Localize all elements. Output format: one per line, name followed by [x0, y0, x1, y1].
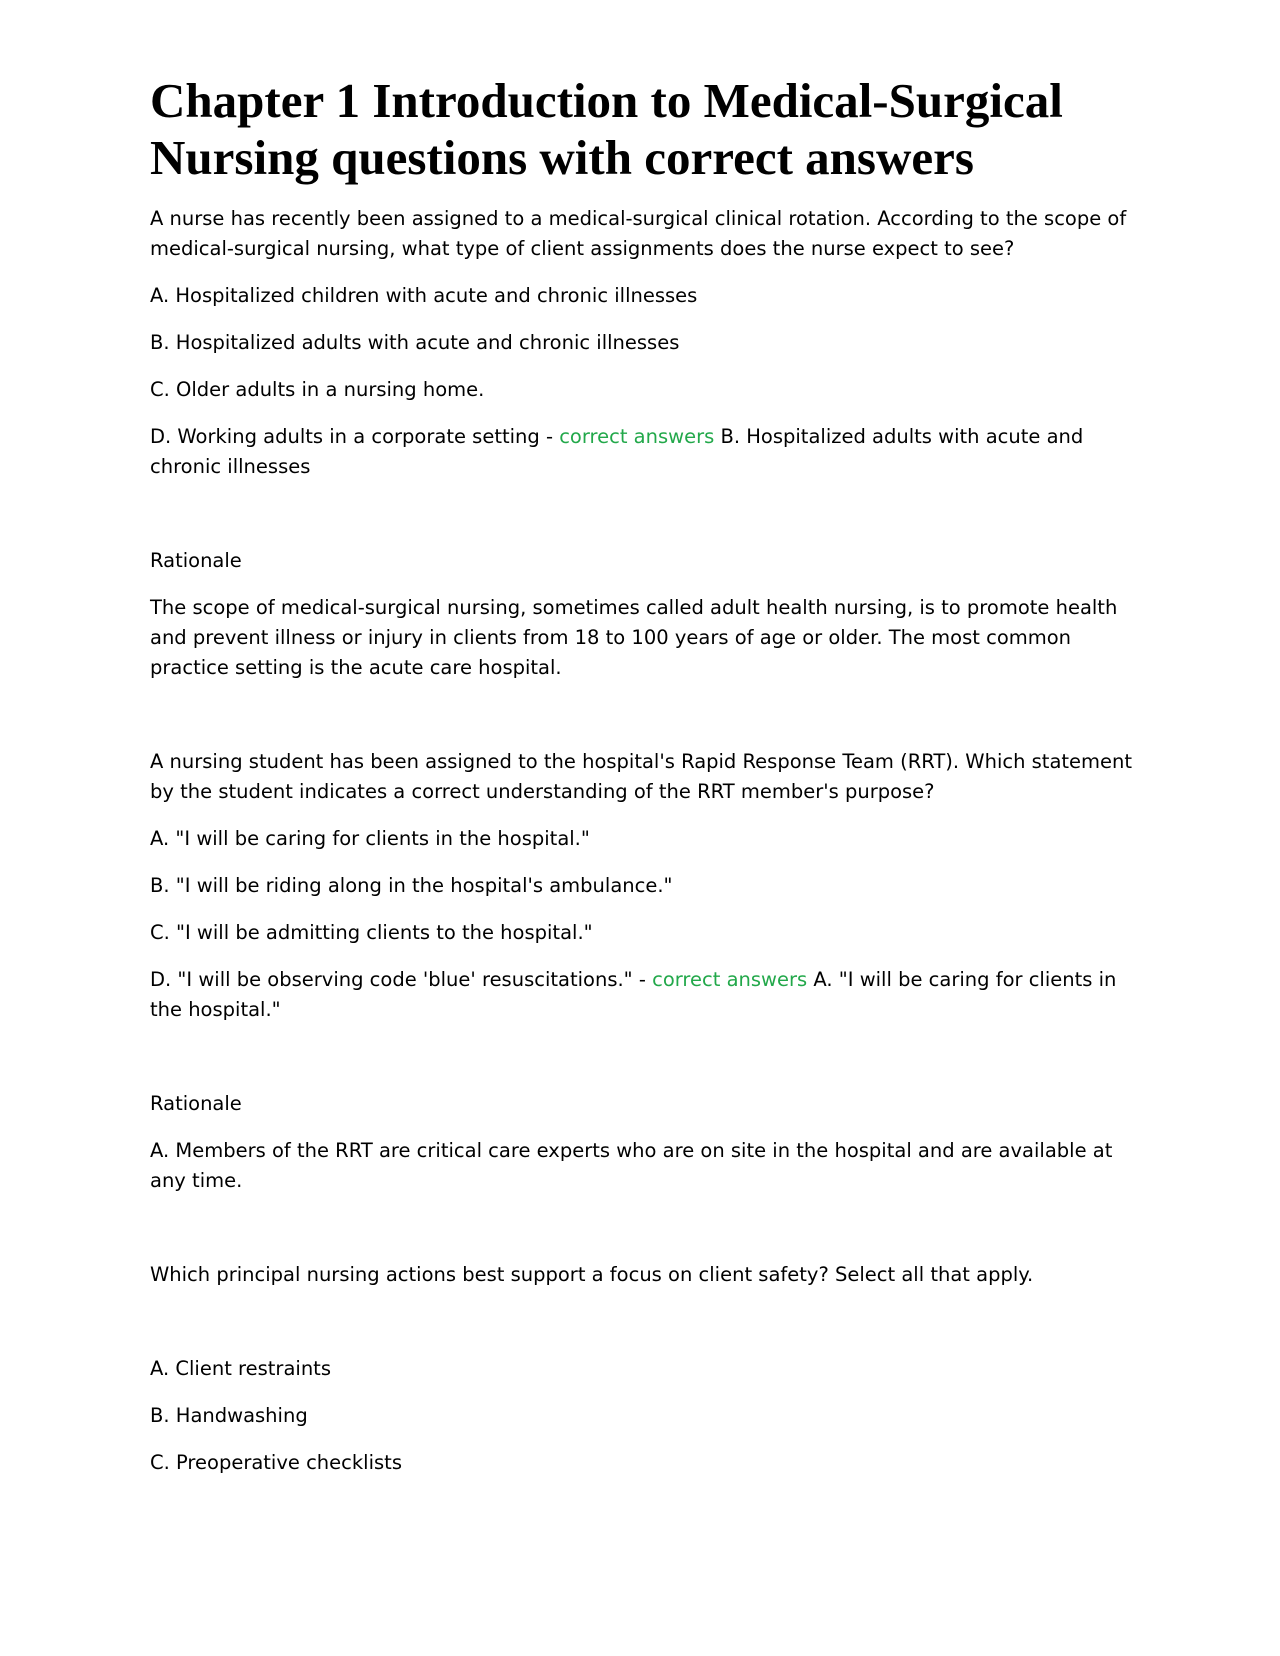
answer-option: D. "I will be observing code 'blue' resuscitations." - — [150, 968, 646, 991]
rationale-text: The scope of medical-surgical nursing, sometimes called adult health nursing, is to promote health and prevent illness or injury in clients from 18 to 100 years of age or older. The most common practice setting is the acute care hospital. — [150, 596, 1118, 679]
spacer — [150, 1042, 1135, 1089]
correct-answers-label: correct answers — [559, 425, 715, 448]
answer-option: C. "I will be admitting clients to the hospital." — [150, 921, 593, 944]
answer-option: C. Preoperative checklists — [150, 1451, 402, 1474]
question-stem: A nursing student has been assigned to the hospital's Rapid Response Team (RRT). Which statement by the student indicates a correct understanding of the RRT member's purpose? — [150, 750, 1133, 803]
answer-option: D. Working adults in a corporate setting - — [150, 425, 553, 448]
rationale-heading: Rationale — [150, 549, 242, 572]
spacer — [150, 1307, 1135, 1354]
spacer — [150, 1213, 1135, 1260]
correct-answers-label: correct answers — [652, 968, 808, 991]
answer-option: A. Hospitalized children with acute and chronic illnesses — [150, 284, 698, 307]
document-title: Chapter 1 Introduction to Medical-Surgical Nursing questions with correct answers — [150, 73, 1063, 185]
question-stem: A nurse has recently been assigned to a medical-surgical clinical rotation. According to the scope of medical-surgical nursing, what type of client assignments does the nurse expect to see? — [150, 207, 1127, 260]
correct-answer: B. Hospitalized adults with acute and chronic illnesses — [150, 425, 1084, 478]
rationale-text: A. Members of the RRT are critical care experts who are on site in the hospital and are available at any time. — [150, 1139, 1113, 1192]
answer-option: B. Hospitalized adults with acute and chronic illnesses — [150, 331, 680, 354]
answer-option-with-key — [150, 965, 1135, 1025]
spacer — [150, 700, 1135, 747]
answer-option: B. Handwashing — [150, 1404, 308, 1427]
spacer — [150, 499, 1135, 546]
answer-option: A. "I will be caring for clients in the hospital." — [150, 827, 590, 850]
answer-option-with-key — [150, 422, 1135, 482]
rationale-heading: Rationale — [150, 1092, 242, 1115]
correct-answer: A. "I will be caring for clients in the hospital." — [150, 968, 1117, 1021]
answer-option: A. Client restraints — [150, 1357, 331, 1380]
answer-option: B. "I will be riding along in the hospital's ambulance." — [150, 874, 673, 897]
question-stem: Which principal nursing actions best support a focus on client safety? Select all that apply. — [150, 1263, 1034, 1286]
document-page — [150, 72, 1135, 1495]
answer-option: C. Older adults in a nursing home. — [150, 378, 485, 401]
